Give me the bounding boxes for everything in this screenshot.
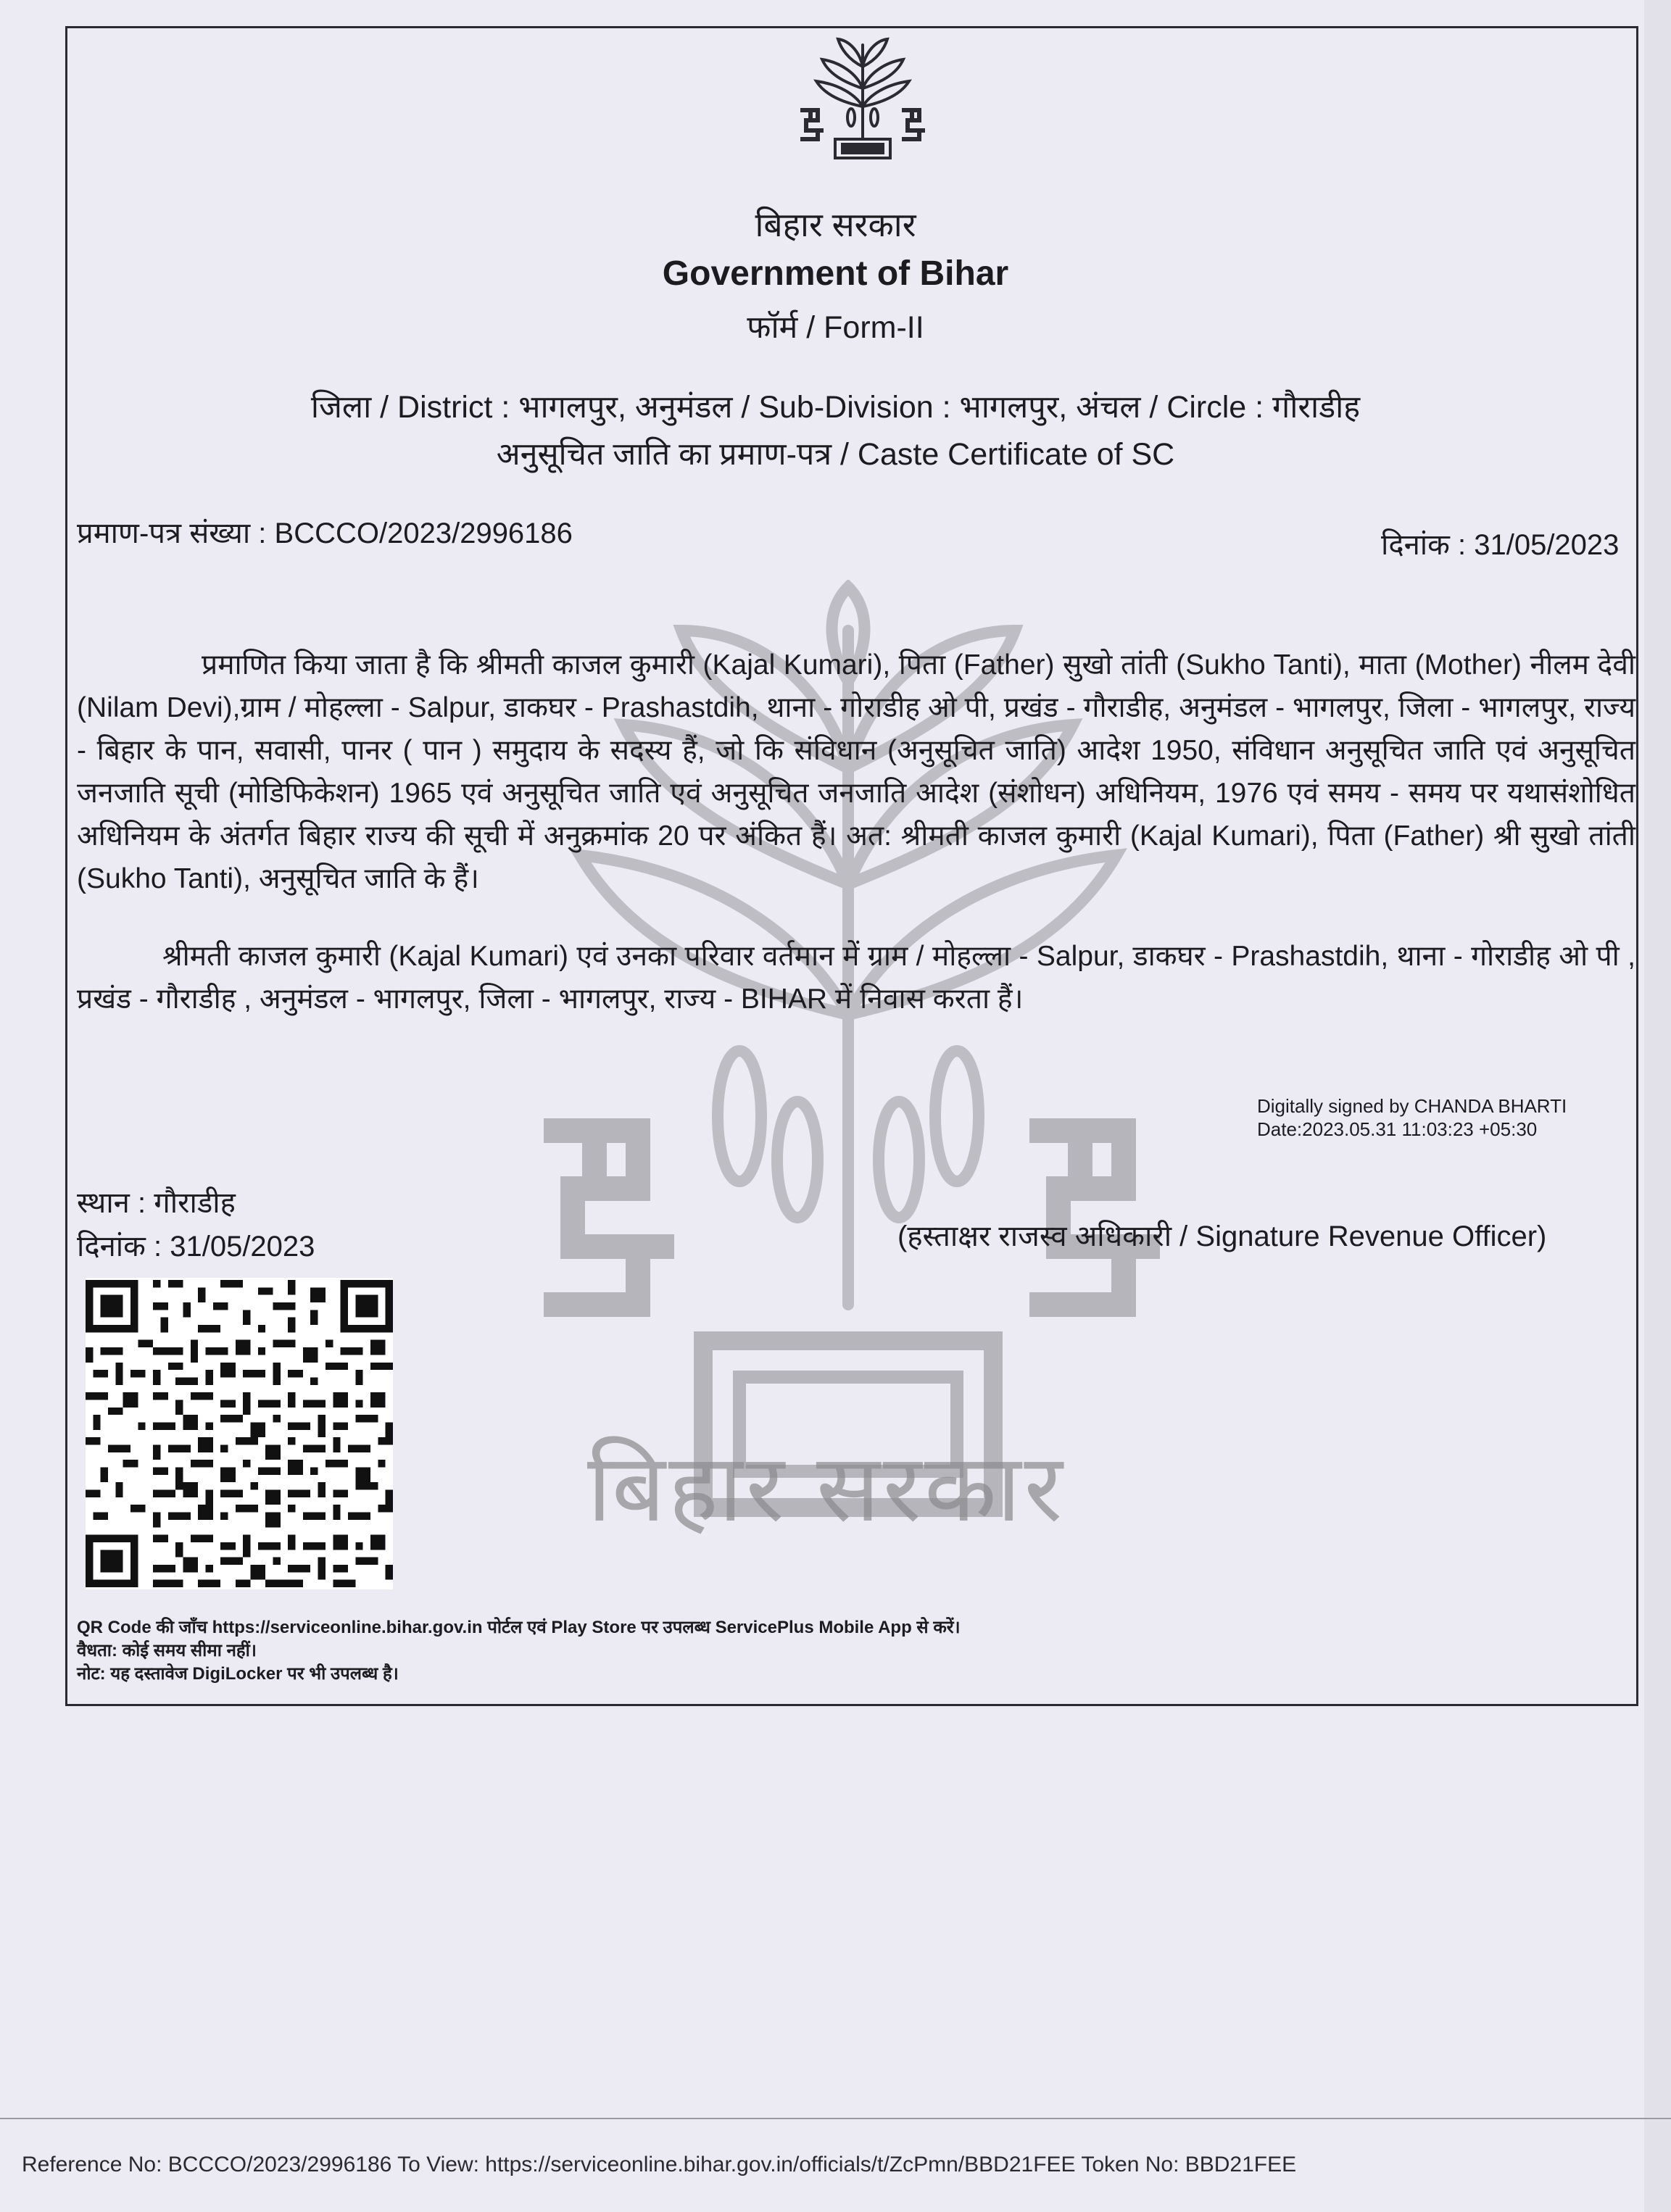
watermark-text: बिहार सरकार (587, 1435, 1066, 1541)
certificate-date: दिनांक : 31/05/2023 (1381, 529, 1620, 561)
header-english-title: Government of Bihar (662, 254, 1009, 293)
footer-divider (0, 2118, 1671, 2119)
signature-caption: (हस्ताक्षर राजस्व अधिकारी / Signature Revenue Officer) (897, 1221, 1547, 1252)
paragraph-1-text: प्रमाणित किया जाता है कि श्रीमती काजल कुमारी (Kajal Kumari), पिता (Father) सुखो तांती (Sukho Tanti), माता (Mother) नीलम देवी (Nilam Devi),ग्राम / मोहल्ला - Salpur, डाकघर - Prashastdih, थाना - गोराडीह ओ पी, प्रखंड - गौराडीह, अनुमंडल - भागलपुर, जिला - भागलपुर, राज्य - बिहार के पान, सवासी, पानर ( पान ) समुदाय के सदस्य हैं, जो कि संविधान (अनुसूचित जाति) आदेश 1950, संविधान अनुसूचित जाति एवं अनुसूचित जनजाति सूची (मोडिफिकेशन) 1965 एवं अनुसूचित जाति एवं अनुसूचित जनजाति आदेश (संशोधन) अधिनियम, 1976 एवं समय - समय पर यथासंशोधित अधिनियम के अंतर्गत बिहार राज्य की सूची में अनुक्रमांक 20 पर अंकित हैं। अत: श्रीमती काजल कुमारी (Kajal Kumari), पिता (Father) श्री सुखो तांती (Sukho Tanti), अनुसूचित जाति के हैं। (77, 649, 1635, 894)
bihar-emblem-icon (790, 30, 935, 159)
paragraph-2-text: श्रीमती काजल कुमारी (Kajal Kumari) एवं उनका परिवार वर्तमान में ग्राम / मोहल्ला - Salpur, डाकघर - Prashastdih, थाना - गोराडीह ओ पी , प्रखंड - गौराडीह , अनुमंडल - भागलपुर, जिला - भागलपुर, राज्य - BIHAR में निवास करता हैं। (77, 941, 1635, 1015)
digital-signature-line-2: Date:2023.05.31 11:03:23 +05:30 (1257, 1118, 1538, 1140)
header-hindi-title: बिहार सरकार (755, 206, 916, 244)
issue-date: दिनांक : 31/05/2023 (77, 1231, 315, 1263)
certificate-paragraph-2 (77, 935, 1635, 1020)
qr-note-line-1: QR Code की जाँच https://serviceonline.bihar.gov.in पोर्टल एवं Play Store पर उपलब्ध ServicePlus Mobile App से करें। (77, 1618, 961, 1637)
digital-signature-line-1: Digitally signed by CHANDA BHARTI (1257, 1095, 1567, 1117)
certificate-paragraph-1 (77, 644, 1635, 900)
qr-note-line-3: नोट: यह दस्तावेज DigiLocker पर भी उपलब्ध है। (77, 1664, 399, 1684)
certificate-number: प्रमाण-पत्र संख्या : BCCCO/2023/2996186 (77, 517, 573, 549)
footer-reference: Reference No: BCCCO/2023/2996186 To View: https://serviceonline.bihar.gov.in/officials/t/ZcPmn/BBD21FEE Token No: BBD21FEE (22, 2153, 1297, 2176)
form-label: फॉर्म / Form-II (747, 310, 924, 345)
place-label: स्थान : गौराडीह (77, 1187, 236, 1219)
certificate-title: अनुसूचित जाति का प्रमाण-पत्र / Caste Certificate of SC (496, 437, 1175, 472)
qr-note-line-2: वैधता: कोई समय सीमा नहीं। (77, 1641, 257, 1660)
qr-code-icon (86, 1278, 393, 1589)
location-line: जिला / District : भागलपुर, अनुमंडल / Sub-Division : भागलपुर, अंचल / Circle : गौराडीह (310, 390, 1361, 425)
